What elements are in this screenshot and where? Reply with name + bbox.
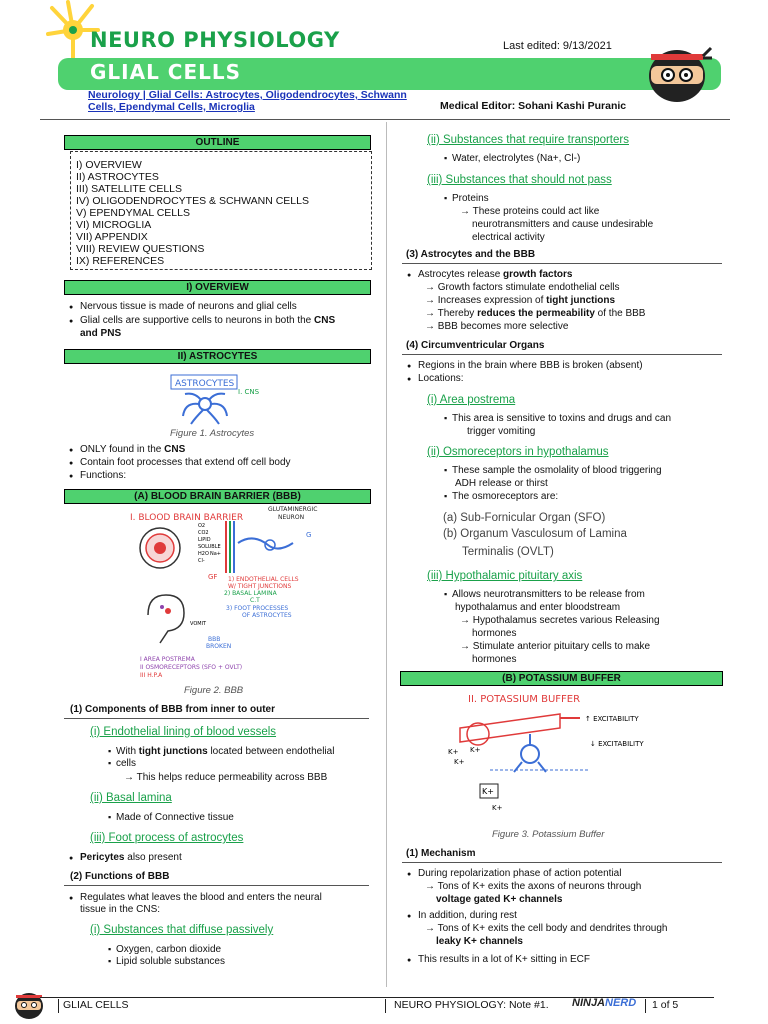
astrocytes-bbb-bullet: ● Astrocytes release growth factors <box>418 268 573 281</box>
footer-brand-logo: NINJANERD <box>572 997 637 1009</box>
circumventricular-heading: (4) Circumventricular Organs <box>406 340 545 351</box>
potassium-buffer-title: (B) POTASSIUM BUFFER <box>400 671 723 686</box>
astrocytes-title: II) ASTROCYTES <box>64 349 371 364</box>
astrocytes-bbb-arrow: → Increases expression of tight junctions <box>425 295 616 306</box>
endothelial-item-cont: ▪ cells <box>116 757 136 770</box>
diffuse-item: ▪ Oxygen, carbon dioxide <box>116 943 221 956</box>
functions-bullet: ● Regulates what leaves the blood and enters the neural <box>80 891 322 904</box>
fig3-k-bottom: K+ <box>492 804 503 812</box>
fig3-k-1: K+ <box>448 748 459 756</box>
fig3-k-3: K+ <box>454 758 465 766</box>
medical-editor: Medical Editor: Sohani Kashi Puranic <box>440 100 627 112</box>
fig2-list-5: Na+ <box>210 551 221 557</box>
outline-item[interactable]: VI) MICROGLIA <box>76 219 152 231</box>
fig2-n1: 1) ENDOTHELIAL CELLS <box>228 576 299 583</box>
hpa-arrow-cont: hormones <box>472 654 517 665</box>
transporters-item: ▪ Water, electrolytes (Na+, Cl-) <box>452 152 580 165</box>
area-postrema-item-cont: trigger vomiting <box>467 426 536 437</box>
fig2-l2: II OSMORECEPTORS (SFO + OVLT) <box>140 664 243 671</box>
footer-sep <box>385 999 386 1013</box>
rule <box>402 263 722 264</box>
circumventricular-bullet: ● Locations: <box>418 372 464 385</box>
astrocytes-bbb-arrow: → BBB becomes more selective <box>425 321 569 332</box>
rule <box>402 862 722 863</box>
mechanism-arrow: → Tons of K+ exits the cell body and dendrites through <box>425 923 668 934</box>
page-title-sub: GLIAL CELLS <box>90 60 242 84</box>
sfo-item: (a) Sub-Fornicular Organ (SFO) <box>443 512 606 524</box>
hpa-arrow: → Hypothalamus secretes various Releasing <box>460 615 660 626</box>
astrocyte-figure <box>165 372 275 427</box>
overview-title: I) OVERVIEW <box>64 280 371 295</box>
footer-sep <box>645 999 646 1013</box>
fig2-broken1: BBB <box>208 636 221 643</box>
footer-topic: GLIAL CELLS <box>63 999 129 1011</box>
proteins-arrow-cont: neurotransmitters and cause undesirable <box>472 219 654 230</box>
fig3-k-2: K+ <box>470 746 481 754</box>
outline-item[interactable]: IX) REFERENCES <box>76 255 165 267</box>
outline-item[interactable]: V) EPENDYMAL CELLS <box>76 207 190 219</box>
fig3-up: ↑ EXCITABILITY <box>585 715 639 723</box>
fig2-l1: I AREA POSTREMA <box>140 656 195 663</box>
fig3-k-box: K+ <box>482 787 494 796</box>
overview-bullet: ● Glial cells are supportive cells to neurons in both the CNS and PNS <box>80 314 370 340</box>
footer-note: NEURO PHYSIOLOGY: Note #1. <box>394 999 549 1011</box>
bbb-components-heading: (1) Components of BBB from inner to outer <box>70 704 275 715</box>
fig2-g: G <box>306 531 312 539</box>
figure1-caption: Figure 1. Astrocytes <box>170 428 255 439</box>
outline-item[interactable]: III) SATELLITE CELLS <box>76 183 183 195</box>
endothelial-heading: (i) Endothelial lining of blood vessels <box>90 726 277 738</box>
pericytes-bullet: ● Pericytes also present <box>80 851 182 864</box>
transporters-heading: (ii) Substances that require transporters <box>427 134 629 146</box>
fig2-glut2: NEURON <box>278 514 305 521</box>
fig2-list-2: LIPID <box>198 537 211 543</box>
outline-item[interactable]: II) ASTROCYTES <box>76 171 159 183</box>
proteins-arrow: → These proteins could act like <box>460 206 600 217</box>
ovlt-item-cont: Terminalis (OVLT) <box>462 546 554 558</box>
diffuse-heading: (i) Substances that diffuse passively <box>90 924 274 936</box>
area-postrema-item: ▪ This area is sensitive to toxins and drugs and can <box>452 412 671 425</box>
bbb-functions-heading: (2) Functions of BBB <box>70 871 170 882</box>
outline-item[interactable]: VIII) REVIEW QUESTIONS <box>76 243 205 255</box>
mechanism-arrow: → Tons of K+ exits the axons of neurons through <box>425 881 642 892</box>
area-postrema-heading: (i) Area postrema <box>427 394 516 406</box>
fig2-broken2: BROKEN <box>206 643 232 650</box>
fig2-n3b: OF ASTROCYTES <box>242 612 292 619</box>
column-divider <box>386 122 387 987</box>
diffuse-item: ▪ Lipid soluble substances <box>116 955 225 968</box>
fig2-glut1: GLUTAMINERGIC <box>268 506 318 513</box>
figure2-caption: Figure 2. BBB <box>184 685 244 696</box>
fig2-n2b: C.T <box>250 597 260 604</box>
mechanism-bullet: ● During repolarization phase of action potential <box>418 867 621 880</box>
hpa-item-cont: hypothalamus and enter bloodstream <box>455 602 621 613</box>
osmoreceptors-item-cont: ADH release or thirst <box>455 478 548 489</box>
ovlt-item: (b) Organum Vasculosum of Lamina <box>443 528 627 540</box>
mechanism-arrow-cont: voltage gated K+ channels <box>436 894 563 905</box>
outline-title: OUTLINE <box>64 135 371 150</box>
topic-link-line2[interactable]: Cells, Ependymal Cells, Microglia <box>88 101 255 113</box>
fig2-n3: 3) FOOT PROCESSES <box>226 605 289 612</box>
astro-bullet: ● Functions: <box>80 469 126 482</box>
ninja-footer-icon <box>12 989 46 1021</box>
fig2-list-3: SOLUBLE <box>198 544 221 550</box>
mechanism-bullet: ● In addition, during rest <box>418 909 517 922</box>
page-title-main: NEURO PHYSIOLOGY <box>90 28 340 52</box>
potassium-buffer-figure <box>440 688 670 813</box>
mechanism-heading: (1) Mechanism <box>406 848 476 859</box>
figure3-caption: Figure 3. Potassium Buffer <box>492 829 605 840</box>
functions-bullet-cont: tissue in the CNS: <box>80 904 161 915</box>
should-not-pass-heading: (iii) Substances that should not pass <box>427 174 612 186</box>
basal-lamina-item: ▪ Made of Connective tissue <box>116 811 234 824</box>
astrocytes-bbb-heading: (3) Astrocytes and the BBB <box>406 249 536 260</box>
astro-bullet: ● ONLY found in the CNS <box>80 443 185 456</box>
rule <box>64 718 369 719</box>
fig2-list-6: Cl- <box>198 558 205 564</box>
bbb-figure <box>128 503 343 683</box>
basal-lamina-heading: (ii) Basal lamina <box>90 792 172 804</box>
endothelial-arrow: → This helps reduce permeability across BBB <box>124 772 328 783</box>
fig2-list-4: H2O <box>198 551 209 557</box>
outline-item[interactable]: VII) APPENDIX <box>76 231 148 243</box>
fig3-title: II. POTASSIUM BUFFER <box>468 694 581 705</box>
proteins-arrow-cont: electrical activity <box>472 232 545 243</box>
topic-link-line1[interactable]: Neurology | Glial Cells: Astrocytes, Oligodendrocytes, Schwann <box>88 89 407 101</box>
ninja-mascot-icon <box>641 40 713 106</box>
header-divider <box>40 119 730 120</box>
circumventricular-bullet: ● Regions in the brain where BBB is broken (absent) <box>418 359 643 372</box>
foot-process-heading: (iii) Foot process of astrocytes <box>90 832 244 844</box>
topic-link[interactable] <box>88 89 428 113</box>
fig2-n1b: W/ TIGHT JUNCTIONS <box>228 583 292 590</box>
osmoreceptors-heading: (ii) Osmoreceptors in hypothalamus <box>427 446 609 458</box>
hpa-arrow: → Stimulate anterior pituitary cells to make <box>460 641 651 652</box>
footer-sep <box>58 999 59 1013</box>
fig2-title: I. BLOOD BRAIN BARRIER <box>130 513 244 523</box>
footer-page-number: 1 of 5 <box>652 999 679 1011</box>
fig2-gf: GF <box>208 573 218 581</box>
fig2-vomit: VOMIT <box>190 621 207 627</box>
mechanism-bullet: ● This results in a lot of K+ sitting in ECF <box>418 953 590 966</box>
outline-item[interactable]: I) OVERVIEW <box>76 159 142 171</box>
fig2-list-1: CO2 <box>198 530 209 536</box>
fig1-cns: I. CNS <box>238 388 260 396</box>
fig1-label: ASTROCYTES <box>175 379 235 389</box>
should-not-pass-item: ▪ Proteins <box>452 192 489 205</box>
astrocytes-bbb-arrow: → Thereby reduces the permeability of the BBB <box>425 308 646 319</box>
fig2-list-0: O2 <box>198 523 206 529</box>
osmoreceptors-item: ▪ These sample the osmolality of blood triggering <box>452 464 662 477</box>
fig2-l3: III H.P.A <box>140 672 163 679</box>
rule <box>64 885 369 886</box>
astrocytes-bbb-arrow: → Growth factors stimulate endothelial cells <box>425 282 620 293</box>
hpa-heading: (iii) Hypothalamic pituitary axis <box>427 570 583 582</box>
endothelial-item: ▪ With tight junctions located between endothelial <box>116 745 334 758</box>
last-edited: Last edited: 9/13/2021 <box>503 40 612 52</box>
overview-bullet: ● Nervous tissue is made of neurons and glial cells <box>80 300 297 313</box>
outline-item[interactable]: IV) OLIGODENDROCYTES & SCHWANN CELLS <box>76 195 309 207</box>
fig2-n2: 2) BASAL LAMINA <box>224 590 277 597</box>
hpa-arrow-cont: hormones <box>472 628 517 639</box>
osmoreceptors-item: ▪ The osmoreceptors are: <box>452 490 558 503</box>
mechanism-arrow-cont: leaky K+ channels <box>436 936 523 947</box>
rule <box>402 354 722 355</box>
hpa-item: ▪ Allows neurotransmitters to be release from <box>452 588 645 601</box>
astro-bullet: ● Contain foot processes that extend off cell body <box>80 456 291 469</box>
fig3-down: ↓ EXCITABILITY <box>590 740 644 748</box>
bbb-title: (A) BLOOD BRAIN BARRIER (BBB) <box>64 489 371 504</box>
